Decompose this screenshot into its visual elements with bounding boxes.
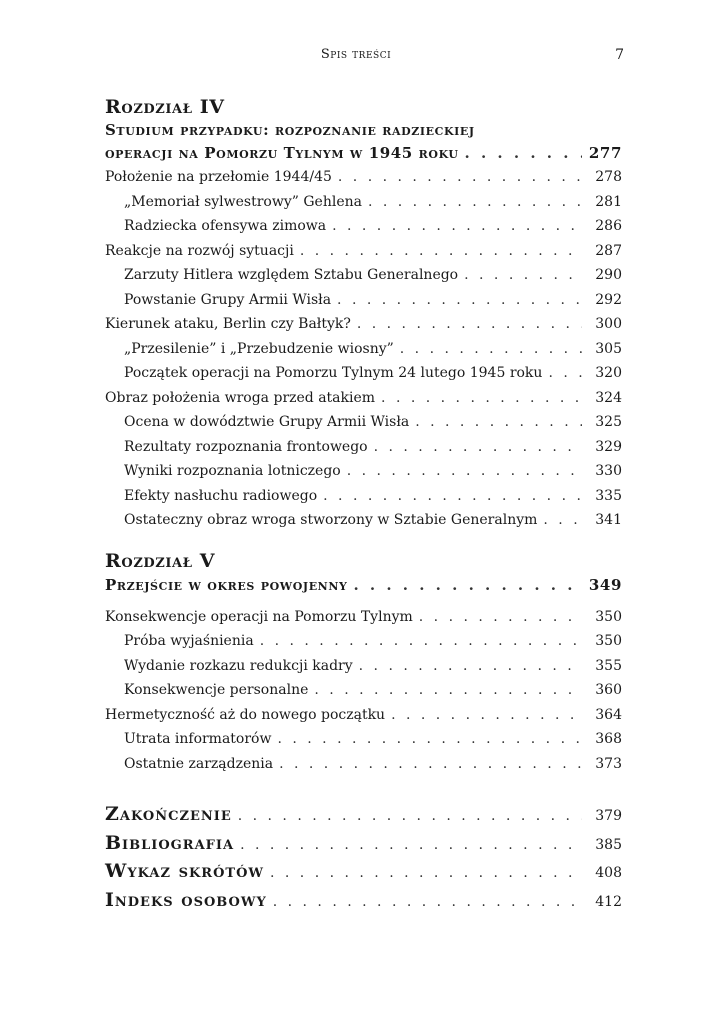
toc-entry-label: Powstanie Grupy Armii Wisła	[124, 291, 332, 308]
toc-entry-page: 350	[595, 633, 622, 649]
toc-entry-page: 290	[595, 267, 622, 283]
toc-entry-page: 292	[595, 291, 622, 308]
dot-leader	[381, 386, 582, 411]
toc-subentry[interactable]	[105, 459, 622, 484]
toc-entry-page: 278	[595, 169, 622, 185]
toc-entry-page: 305	[595, 340, 622, 357]
toc-entry-page: 373	[595, 755, 622, 772]
dot-leader	[337, 288, 582, 313]
toc-entry-label: Rezultaty rozpoznania frontowego	[124, 438, 368, 455]
chapter-subtitle: Studium przypadku: rozpoznanie radzieckiej	[105, 121, 475, 139]
table-of-contents	[105, 95, 622, 914]
toc-subentry[interactable]	[105, 508, 622, 533]
toc-entry-page: 385	[595, 836, 622, 853]
toc-subentry[interactable]	[105, 337, 622, 362]
dot-leader	[415, 410, 582, 435]
toc-entry-label: Kierunek ataku, Berlin czy Bałtyk?	[105, 316, 351, 332]
toc-subentry[interactable]	[105, 410, 622, 435]
toc-entry-label: Początek operacji na Pomorzu Tylnym 24 lutego 1945 roku	[124, 365, 543, 381]
dot-leader	[357, 312, 582, 337]
toc-entry-label: Wykaz skrótów	[105, 860, 264, 882]
dot-leader	[465, 141, 582, 165]
toc-entry-chapter-subtitle[interactable]	[105, 141, 622, 165]
toc-entry-page: 412	[595, 893, 622, 910]
running-title: Spis treści	[320, 47, 392, 62]
toc-entry-label: „Memoriał sylwestrowy” Gehlena	[124, 193, 362, 210]
toc-entry-label: operacji na Pomorzu Tylnym w 1945 roku	[105, 144, 459, 162]
toc-entry-page: 335	[595, 487, 622, 504]
toc-subentry[interactable]	[105, 435, 622, 460]
toc-entry-label: Ocena w dowództwie Grupy Armii Wisła	[124, 414, 410, 430]
toc-entry-page: 355	[595, 657, 622, 674]
dot-leader	[279, 752, 582, 777]
chapter-heading: Rozdział IV	[105, 96, 225, 118]
toc-subentry[interactable]	[105, 727, 622, 752]
toc-entry-page: 281	[595, 193, 622, 210]
toc-entry[interactable]	[105, 312, 622, 337]
toc-entry-label: Indeks osobowy	[105, 888, 267, 911]
toc-entry-label: Wyniki rozpoznania lotniczego	[124, 463, 341, 479]
toc-entry-page: 408	[595, 865, 622, 881]
toc-entry-page: 329	[595, 438, 622, 455]
toc-entry-label: Obraz położenia wroga przed atakiem	[105, 389, 376, 406]
toc-subentry[interactable]	[105, 484, 622, 509]
toc-entry[interactable]	[105, 386, 622, 411]
toc-subentry[interactable]	[105, 629, 622, 654]
dot-leader	[240, 831, 582, 860]
toc-subentry[interactable]	[105, 678, 622, 703]
dot-leader	[300, 239, 582, 264]
dot-leader	[260, 629, 582, 654]
running-head	[0, 47, 712, 69]
toc-entry-label: Hermetyczność aż do nowego początku	[105, 706, 386, 723]
toc-entry-page: 349	[588, 575, 622, 594]
toc-entry-label: Próba wyjaśnienia	[124, 633, 254, 649]
toc-entry-label: Zakończenie	[105, 803, 232, 825]
toc-entry-label: Efekty nasłuchu radiowego	[124, 487, 318, 504]
toc-entry-page: 324	[595, 389, 622, 406]
toc-entry-page: 330	[595, 463, 622, 479]
toc-subentry[interactable]	[105, 654, 622, 679]
dot-leader	[332, 214, 582, 239]
toc-entry-label: Konsekwencje operacji na Pomorzu Tylnym	[105, 608, 413, 625]
toc-entry-page: 364	[595, 706, 622, 723]
toc-subentry[interactable]	[105, 263, 622, 288]
dot-leader	[359, 654, 582, 679]
dot-leader	[543, 508, 582, 533]
toc-entry-page: 325	[595, 414, 622, 430]
toc-subentry[interactable]	[105, 361, 622, 386]
toc-entry-page: 360	[595, 682, 622, 698]
dot-leader	[391, 703, 582, 728]
toc-subentry[interactable]	[105, 288, 622, 313]
dot-leader	[270, 859, 582, 888]
dot-leader	[368, 190, 582, 215]
dot-leader	[400, 337, 582, 362]
toc-entry-page: 379	[595, 808, 622, 824]
toc-backmatter-entry[interactable]	[105, 886, 622, 915]
toc-backmatter-entry[interactable]	[105, 857, 622, 886]
toc-entry-label: Ostateczny obraz wroga stworzony w Sztabie Generalnym	[124, 512, 538, 528]
dot-leader	[323, 484, 582, 509]
toc-entry-page: 341	[595, 512, 622, 528]
toc-entry-label: „Przesilenie” i „Przebudzenie wiosny”	[124, 340, 394, 357]
dot-leader	[238, 802, 582, 831]
toc-entry-label: Utrata informatorów	[124, 731, 272, 747]
toc-entry-label: Przejście w okres powojenny	[105, 575, 348, 594]
toc-entry[interactable]	[105, 239, 622, 264]
toc-entry[interactable]	[105, 703, 622, 728]
toc-entry-label: Położenie na przełomie 1944/45	[105, 169, 332, 185]
dot-leader	[464, 263, 582, 288]
toc-entry-page: 286	[595, 218, 622, 234]
dot-leader	[273, 888, 582, 917]
dot-leader	[314, 678, 582, 703]
toc-entry-label: Ostatnie zarządzenia	[124, 755, 274, 772]
toc-entry[interactable]	[105, 165, 622, 190]
dot-leader	[419, 605, 582, 630]
toc-subentry[interactable]	[105, 190, 622, 215]
toc-subentry[interactable]	[105, 214, 622, 239]
toc-entry-label: Zarzuty Hitlera względem Sztabu Generalnego	[124, 267, 459, 283]
toc-subentry[interactable]	[105, 752, 622, 777]
dot-leader	[277, 727, 582, 752]
toc-entry-label: Bibliografia	[105, 831, 235, 854]
page-number: 7	[615, 47, 624, 63]
toc-entry-page: 368	[595, 731, 622, 747]
dot-leader	[374, 435, 582, 460]
dot-leader	[338, 165, 582, 190]
dot-leader	[548, 361, 582, 386]
toc-entry-page: 300	[595, 316, 622, 332]
toc-entry-page: 287	[595, 242, 622, 259]
toc-entry-page: 320	[595, 365, 622, 381]
toc-entry-label: Reakcje na rozwój sytuacji	[105, 242, 294, 259]
dot-leader	[347, 459, 582, 484]
toc-entry-label: Wydanie rozkazu redukcji kadry	[124, 657, 353, 674]
toc-backmatter-entry[interactable]	[105, 800, 622, 829]
toc-entry-label: Radziecka ofensywa zimowa	[124, 218, 327, 234]
toc-backmatter-entry[interactable]	[105, 829, 622, 858]
toc-entry-chapter-subtitle[interactable]	[105, 573, 622, 597]
toc-entry-label: Konsekwencje personalne	[124, 682, 309, 698]
toc-entry[interactable]	[105, 605, 622, 630]
chapter-heading: Rozdział V	[105, 549, 216, 572]
toc-entry-page: 350	[595, 608, 622, 625]
dot-leader	[353, 573, 582, 597]
toc-entry-page: 277	[588, 144, 622, 162]
